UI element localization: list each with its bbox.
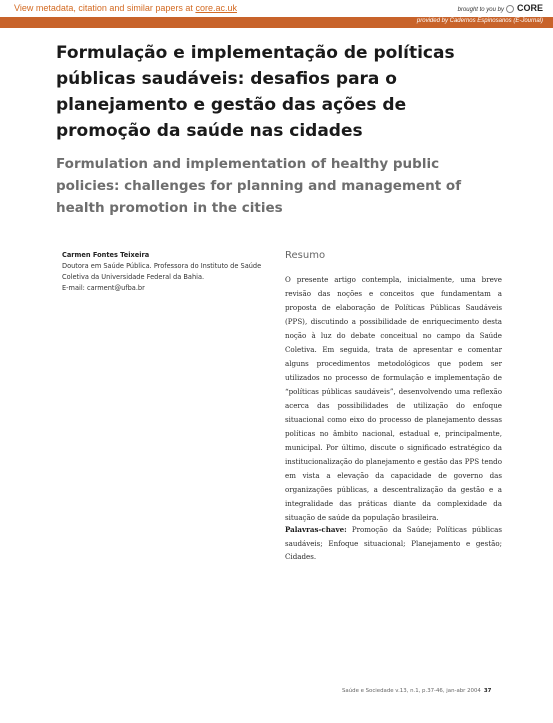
core-logo-icon [506, 5, 514, 13]
abstract-text: O presente artigo contempla, inicialmente, uma breve revisão das noções e conceitos que fundamentam a proposta de elaboração de Políticas Públicas Saudáveis (PPS), discutindo a possibilidade de enriquecimento desta noção à luz do debate conceitual no campo da Saúde Coletiva. Em seguida, trata de apresentar e comentar alguns procedimentos metodológicos que podem ser utilizados no processo de formulação e implementação de “políticas públicas saudáveis”, desenvolvendo uma reflexão acerca das possibilidades de utilização do enfoque situacional como eixo do processo de planejamento dessas políticas no âmbito nacional, estadual e, principalmente, municipal. Por último, discute o significado estratégico da institucionalização do planejamento e gestão das PPS tendo em vista a elevação da capacidade de governo das organizações públicas, a descentralização da gestão e a integralidade das práticas diante da complexidade da situação de saúde da população brasileira. [285, 275, 502, 522]
core-link[interactable]: core.ac.uk [195, 3, 237, 13]
provider-bar [0, 17, 553, 28]
author-email: E-mail: carment@ufba.br [62, 284, 145, 292]
brought-by-text: brought to you by [457, 7, 504, 13]
page-number: 37 [483, 688, 492, 694]
metadata-banner[interactable] [14, 3, 237, 13]
provided-by-text[interactable]: provided by Cadernos Espinosanos (E-Journal) [416, 18, 543, 24]
keywords [285, 523, 502, 564]
journal-citation: Saúde e Sociedade v.13, n.1, p.37-46, jan-abr 2004 [342, 688, 481, 694]
core-attribution[interactable] [458, 3, 543, 13]
top-banner [0, 0, 553, 17]
author-affiliation: Doutora em Saúde Pública. Professora do Instituto de Saúde Coletiva da Universidade Federal da Bahia. [62, 262, 262, 281]
core-brand: CORE [516, 3, 543, 13]
author-name: Carmen Fontes Teixeira [62, 251, 150, 259]
keywords-list: Promoção da Saúde; Políticas públicas saudáveis; Enfoque situacional; Planejamento e gestão; Cidades. [285, 525, 502, 561]
keywords-label: Palavras-chave: [285, 525, 347, 534]
article-title-pt: Formulação e implementação de políticas públicas saudáveis: desafios para o planejamento e gestão das ações de promoção da saúde nas cidades [56, 43, 455, 141]
abstract-heading: Resumo [285, 250, 326, 261]
metadata-text: View metadata, citation and similar papers at [14, 3, 196, 13]
article-title-en: Formulation and implementation of healthy public policies: challenges for planning and management of health promotion in the cities [56, 156, 462, 216]
page-footer [342, 688, 491, 694]
author-block [62, 250, 282, 294]
